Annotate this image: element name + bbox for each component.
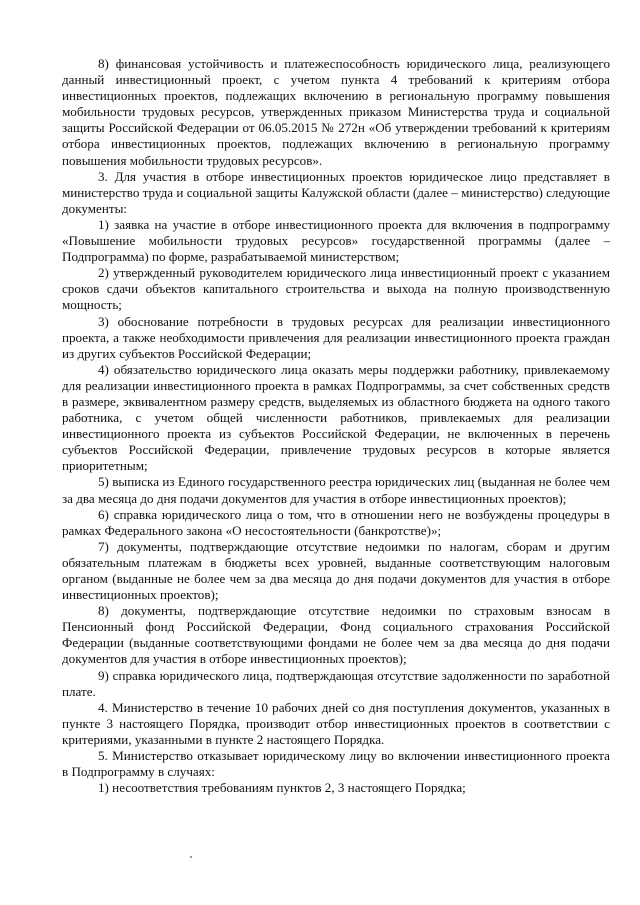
paragraph-item-9-salary-certificate: 9) справка юридического лица, подтверждающая отсутствие задолженности по заработной плате. [62,667,610,699]
paragraph-item-6-bankruptcy-certificate: 6) справка юридического лица о том, что в отношении него не возбуждены процедуры в рамках Федерального закона «О несостоятельности (банкротстве)»; [62,506,610,538]
document-body [62,56,610,796]
paragraph-section-3-documents: 3. Для участия в отборе инвестиционных проектов юридическое лицо представляет в министерство труда и социальной защиты Калужской области (далее – министерство) следующие документы: [62,168,610,216]
paragraph-item-7-tax-documents: 7) документы, подтверждающие отсутствие недоимки по налогам, сборам и другим обязательным платежам в бюджеты всех уровней, выданные соответствующим налоговым органом (выданные не более чем за два месяца до дня подачи документов для участия в отборе инвестиционных проектов); [62,538,610,603]
paragraph-item-2-investment-project: 2) утвержденный руководителем юридического лица инвестиционный проект с указанием сроков сдачи объектов капитального строительства и выхода на полную производственную мощность; [62,265,610,313]
scan-speck [190,856,192,858]
paragraph-item-1-application: 1) заявка на участие в отборе инвестиционного проекта для включения в подпрограмму «Повышение мобильности трудовых ресурсов» государственной программы (далее – Подпрограмма) по форме, разрабатываемой министерством; [62,216,610,265]
paragraph-section-5-refusal: 5. Министерство отказывает юридическому лицу во включении инвестиционного проекта в Подпрограмму в случаях: [62,748,610,780]
paragraph-item-3-justification: 3) обоснование потребности в трудовых ресурсах для реализации инвестиционного проекта, а также необходимости привлечения для реализации инвестиционного проекта граждан из других субъектов Российской Федерации; [62,313,610,361]
paragraph-item-8-insurance-documents: 8) документы, подтверждающие отсутствие недоимки по страховым взносам в Пенсионный фонд Российской Федерации, Фонд социального страхования Российской Федерации (выданные соответствующими фондами не более чем за два месяца до дня подачи документов для участия в отборе инвестиционных проектов); [62,603,610,667]
paragraph-refusal-item-1: 1) несоответствия требованиям пунктов 2, 3 настоящего Порядка; [98,780,466,796]
paragraph-item-4-obligation: 4) обязательство юридического лица оказать меры поддержки работнику, привлекаемому для реализации инвестиционного проекта в рамках Подпрограммы, за счет собственных средств в размере, эквивалентном размеру средств, выделяемых из областного бюджета на одного такого работника, с учетом общей численности работников, привлекаемых для реализации инвестиционного проекта из субъектов Российской Федерации, не включенных в перечень субъектов Российской Федерации, привлечение трудовых ресурсов в которые является приоритетным; [62,361,610,474]
paragraph-item-8-financial-stability: 8) финансовая устойчивость и платежеспособность юридического лица, реализующего данный инвестиционный проект, с учетом пункта 4 требований к критериям отбора инвестиционных проектов, подлежащих включению в региональную программу повышения мобильности трудовых ресурсов, утвержденных приказом Министерства труда и социальной защиты Российской Федерации от 06.05.2015 № 272н «Об утверждении требований к критериям отбора инвестиционных проектов, подлежащих включению в региональную программу повышения мобильности трудовых ресурсов». [62,56,610,168]
paragraph-section-4-selection: 4. Министерство в течение 10 рабочих дней со дня поступления документов, указанных в пункте 3 настоящего Порядка, производит отбор инвестиционных проектов в соответствии с критериями, указанными в пункте 2 настоящего Порядка. [62,699,610,747]
paragraph-item-5-registry-extract: 5) выписка из Единого государственного реестра юридических лиц (выданная не более чем за два месяца до дня подачи документов для участия в отборе инвестиционных проектов); [62,474,610,506]
